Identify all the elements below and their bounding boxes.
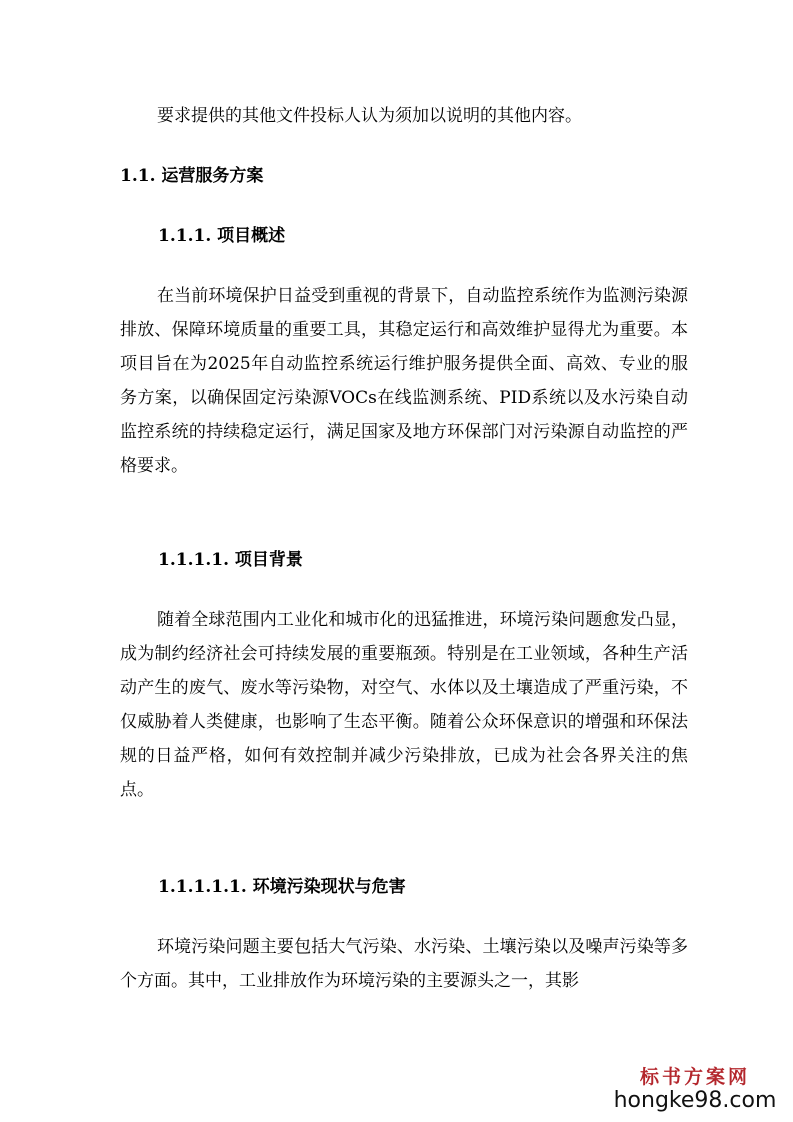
heading-project-background: 1.1.1.1. 项目背景 (158, 550, 303, 570)
watermark-chinese-name: 标书方案网 (639, 1066, 750, 1088)
paragraph-project-overview: 在当前环境保护日益受到重视的背景下，自动监控系统作为监测污染源排放、保障环境质量的重要工具，其稳定运行和高效维护显得尤为重要。本项目旨在为2025年自动监控系统运行维护服务提供全面、高效、专业的服务方案，以确保固定污染源VOCs在线监测系统、PID系统以及水污染自动监控系统的持续稳定运行，满足国家及地方环保部门对污染源自动监控的严格要求。 (120, 286, 688, 476)
site-watermark (605, 1066, 785, 1118)
intro-paragraph: 要求提供的其他文件投标人认为须加以说明的其他内容。 (157, 106, 582, 126)
heading-operation-service-plan: 1.1. 运营服务方案 (120, 166, 264, 186)
paragraph-project-background: 随着全球范围内工业化和城市化的迅猛推进，环境污染问题愈发凸显，成为制约经济社会可持续发展的重要瓶颈。特别是在工业领域，各种生产活动产生的废气、废水等污染物，对空气、水体以及土壤造成了严重污染，不仅威胁着人类健康，也影响了生态平衡。随着公众环保意识的增强和环保法规的日益严格，如何有效控制并减少污染排放，已成为社会各界关注的焦点。 (120, 610, 688, 800)
heading-project-overview: 1.1.1. 项目概述 (158, 226, 286, 246)
heading-pollution-status: 1.1.1.1.1. 环境污染现状与危害 (158, 877, 406, 897)
watermark-domain: hongke98.com (613, 1088, 777, 1113)
paragraph-pollution-status: 环境污染问题主要包括大气污染、水污染、土壤污染以及噪声污染等多个方面。其中，工业排放作为环境污染的主要源头之一，其影 (120, 937, 688, 991)
